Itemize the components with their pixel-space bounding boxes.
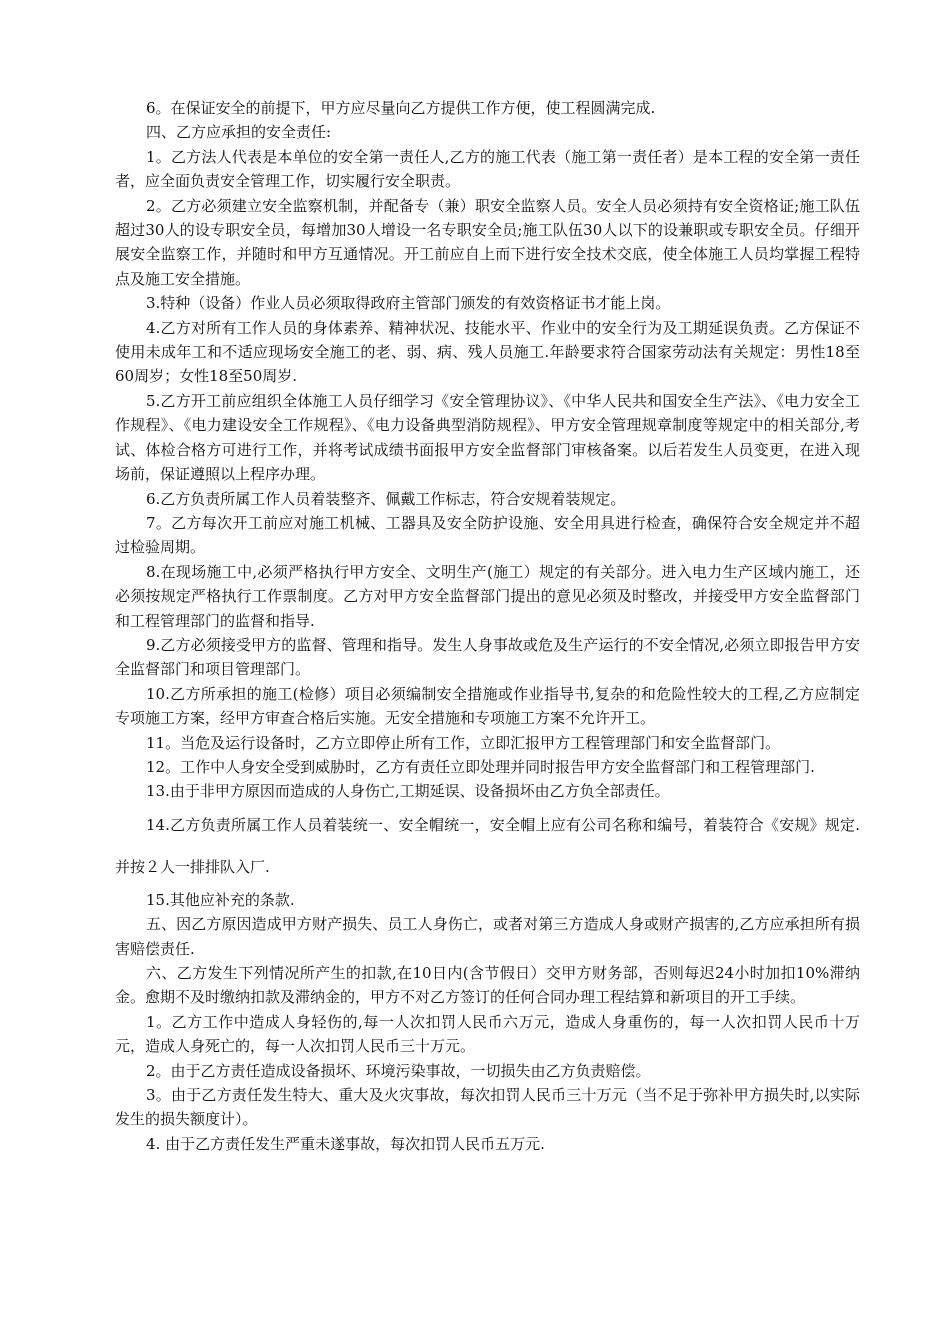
penalty-item-1: 1。乙方工作中造成人身轻伤的,每一人次扣罚人民币六万元，造成人身重伤的，每一人次扣罚人民币十万元，造成人身死亡的，每一人次扣罚人民币三十万元。	[115, 1012, 860, 1056]
paragraph-11: 10.乙方所承担的施工(检修）项目必须编制安全措施或作业指导书,复杂的和危险性较大的工程,乙方应制定专项施工方案，经甲方审查合格后实施。无安全措施和专项施工方案不允许开工。	[115, 684, 860, 728]
penalty-item-2: 2。由于乙方责任造成设备损坏、环境污染事故，一切损失由乙方负责赔偿。	[146, 1061, 651, 1080]
penalty-item-3: 3。由于乙方责任发生特大、重大及火灾事故，每次扣罚人民币三十万元（当不足于弥补甲方损失时,以实际发生的损失额度计）。	[115, 1086, 860, 1129]
paragraph-3: 2。乙方必须建立安全监察机制，并配备专（兼）职安全监察人员。安全人员必须持有安全资格证;施工队伍超过30人的设专职安全员，每增加30人增设一名专职安全员;施工队伍30人以下的设兼职或专职安全员。仔细开展安全监察工作，并随时和甲方互通情况。开工前应自上而下进行安全技术交底，使全体施工人员均掌握工程特点及施工安全措施。	[115, 196, 860, 288]
paragraph-9: 8.在现场施工中,必须严格执行甲方安全、文明生产(施工）规定的有关部分。进入电力生产区域内施工，还必须按规定严格执行工作票制度。乙方对甲方安全监督部门提出的意见必须及时整改，并接受甲方安全监督部门和工程管理部门的监督和指导.	[115, 562, 860, 630]
paragraph-5: 4.乙方对所有工作人员的身体素养、精神状况、技能水平、作业中的安全行为及工期延误负责。乙方保证不使用未成年工和不适应现场安全施工的老、弱、病、残人员施工.年龄要求符合国家劳动法有关规定：男性18至60周岁；女性18至50周岁.	[115, 318, 860, 386]
paragraph-1: 6。在保证安全的前提下，甲方应尽量向乙方提供工作方便，使工程圆满完成.	[146, 99, 656, 117]
paragraph-7: 6.乙方负责所属工作人员着装整齐、佩戴工作标志，符合安规着装规定。	[146, 489, 626, 508]
paragraph-13: 12。工作中人身安全受到威胁时，乙方有责任立即处理并同时报告甲方安全监督部门和工程管理部门.	[146, 757, 815, 776]
penalty-item-4: 4. 由于乙方责任发生严重未遂事故，每次扣罚人民币五万元.	[146, 1134, 545, 1153]
paragraph-16: 15.其他应补充的条款.	[146, 890, 295, 909]
paragraph-6: 5.乙方开工前应组织全体施工人员仔细学习《安全管理协议》、《中华人民共和国安全生产法》、《电力安全工作规程》、《电力建设安全工作规程》、《电力设备典型消防规程》、甲方安全管理规章制度等规定中的相关部分,考试、体检合格方可进行工作，并将考试成绩书面报甲方安全监督部门审核备案。以后若发生人员变更，在进入现场前，保证遵照以上程序办理。	[115, 391, 860, 484]
paragraph-15: 14.乙方负责所属工作人员着装统一、安全帽统一，安全帽上应有公司名称和编号，着装符合《安规》规定.并按２人一排排队入厂.	[115, 815, 860, 876]
paragraph-8: 7。乙方每次开工前应对施工机械、工器具及安全防护设施、安全用具进行检查，确保符合安全规定并不超过检验周期。	[115, 513, 860, 557]
paragraph-10: 9.乙方必须接受甲方的监督、管理和指导。发生人身事故或危及生产运行的不安全情况,必须立即报告甲方安全监督部门和项目管理部门。	[115, 635, 860, 679]
paragraph-4: 3.特种（设备）作业人员必须取得政府主管部门颁发的有效资格证书才能上岗。	[146, 294, 671, 313]
paragraph-12: 11。当危及运行设备时，乙方立即停止所有工作，立即汇报甲方工程管理部门和安全监督部门。	[146, 733, 781, 752]
section-heading-5: 五、因乙方原因造成甲方财产损失、员工人身伤亡，或者对第三方造成人身或财产损害的,乙方应承担所有损害赔偿责任.	[115, 915, 860, 958]
paragraph-14: 13.由于非甲方原因而造成的人身伤亡,工期延误、设备损坏由乙方负全部责任。	[146, 782, 670, 801]
section-heading-4: 四、乙方应承担的安全责任:	[146, 123, 332, 142]
section-heading-6: 六、乙方发生下列情况所产生的扣款,在10日内(含节假日）交甲方财务部，否则每迟24小时加扣10%滞纳金。愈期不及时缴纳扣款及滞纳金的，甲方不对乙方签订的任何合同办理工程结算和新项目的开工手续。	[115, 964, 860, 1007]
paragraph-2: 1。乙方法人代表是本单位的安全第一责任人,乙方的施工代表（施工第一责任者）是本工程的安全第一责任者，应全面负责安全管理工作，切实履行安全职责。	[115, 147, 860, 191]
document-page	[115, 96, 860, 1156]
